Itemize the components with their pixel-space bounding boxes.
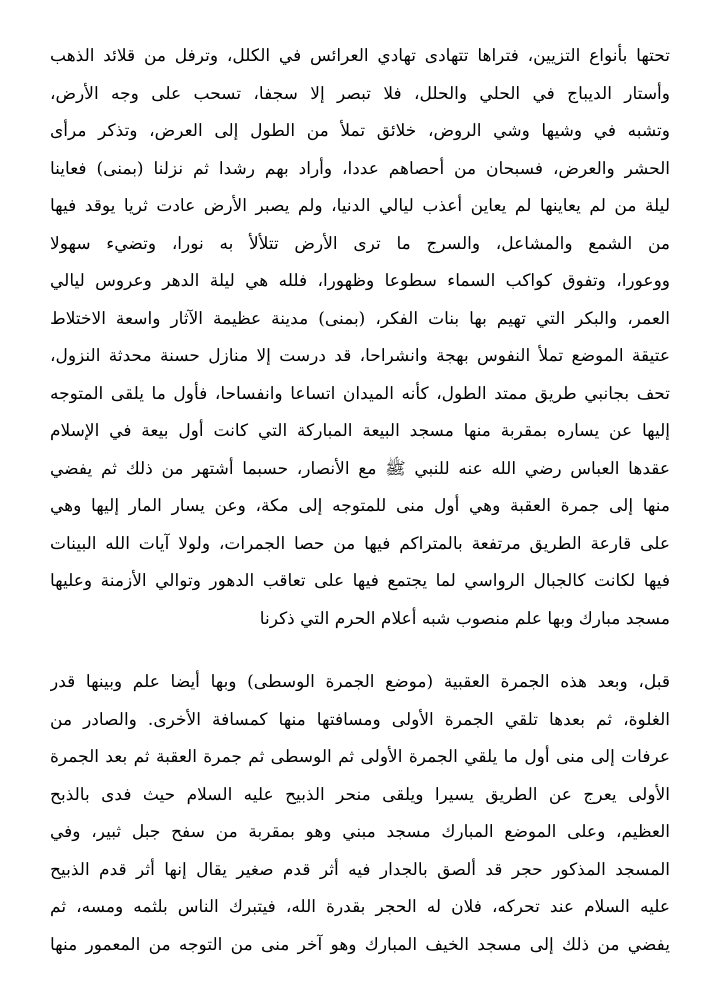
text-line: إليها عن يساره بمقربة منها مسجد البيعة المباركة التي كانت أول بيعة في الإسلام [50, 421, 670, 441]
text-line: على قارعة الطريق مرتفعة بالمتراكم فيها من حصا الجمرات، ولولا آيات الله البينات [50, 533, 670, 554]
text-line: وأستار الديباج في الحلي والحلل، فلا تبصر إلا سجفا، تسحب على وجه الأرض، [50, 83, 670, 104]
text-line: تحتها بأنواع التزيين، فتراها تتهادى تهادي العرائس في الكلل، وترفل من قلائد الذهب [50, 46, 670, 66]
document-page [50, 38, 670, 964]
text-line: تحف بجانبي طريق ممتد الطول، كأنه الميدان اتساعا وانفساحا، فأول ما يلقى المتوجه [50, 383, 670, 404]
paragraph-2 [50, 664, 670, 964]
text-line: عليه السلام عند تحركه، فلان له الحجر بقدرة الله، فيتبرك الناس بلثمه ومسه، ثم [50, 897, 670, 917]
text-line: عقدها العباس رضي الله عنه للنبي ﷺ مع الأنصار، حسبما أشتهر من ذلك ثم يفضي [50, 458, 670, 479]
text-line: من الشمع والمشاعل، والسرج ما ترى الأرض تتلألأ به نورا، وتضيء سهولا [50, 233, 670, 254]
text-line: وتشبه في وشيها وشي الروض، خلائق تملأ من الطول إلى العرض، وتذكر مرأى [50, 121, 670, 141]
text-line: العمر، والبكر التي تهيم بها بنات الفكر، (بمنى) مدينة عظيمة الآثار واسعة الاختلاط [50, 308, 670, 329]
text-line: ليلة من لم يعاينها لم يعاين أعذب ليالي الدنيا، ولم يصبر الأرض عادت ثريا يوقد فيها [50, 196, 670, 216]
text-line: الغلوة، ثم بعدها تلقي الجمرة الأولى ومسافتها منها كمسافة الأخرى. والصادر من [50, 709, 670, 730]
text-line: مسجد مبارك وبها علم منصوب شبه أعلام الحرم التي ذكرنا [259, 608, 670, 629]
text-line: قبل، وبعد هذه الجمرة العقبية (موضع الجمرة الوسطى) وبها أيضا علم وبينها قدر [50, 672, 670, 692]
text-line: عتيقة الموضع تملأ النفوس بهجة وانشراحا، قد درست إلا منازل حسنة محدثة النزول، [50, 346, 670, 366]
text-line: الحشر والعرض، فسبحان من أحصاهم عددا، وأراد بهم رشدا ثم نزلنا (بمنى) فعاينا [50, 158, 670, 179]
text-line: الأولى يعرج عن الطريق يسيرا ويلقى منحر الذبيح عليه السلام حيث فدى بالذبح [50, 784, 670, 805]
text-line: العظيم، وعلى الموضع المبارك مسجد مبني وهو بمقربة من سفح جبل ثبير، وفي [50, 822, 670, 842]
text-line: ووعورا، وتفوق كواكب السماء سطوعا وظهورا، فلله هي ليلة الدهر وعروس ليالي [50, 271, 670, 291]
text-line: المسجد المذكور حجر قد ألصق بالجدار فيه أثر قدم صغير يقال إنها أثر قدم الذبيح [50, 859, 670, 880]
text-line: يفضي من ذلك إلى مسجد الخيف المبارك وهو آخر منى من التوجه من المعمور منها [50, 934, 670, 955]
text-line: فيها لكانت كالجبال الرواسي لما يجتمع فيها على تعاقب الدهور وتوالي الأزمنة وعليها [50, 571, 670, 591]
text-line: عرفات إلى منى أول ما يلقي الجمرة الأولى ثم الوسطى ثم جمرة العقبة ثم بعد الجمرة [50, 747, 670, 767]
paragraph-1 [50, 38, 670, 638]
paragraph-gap [50, 638, 670, 664]
text-line: منها إلى جمرة العقبة وهي أول منى للمتوجه إلى مكة، وعن يسار المار إليها وهي [50, 496, 670, 516]
